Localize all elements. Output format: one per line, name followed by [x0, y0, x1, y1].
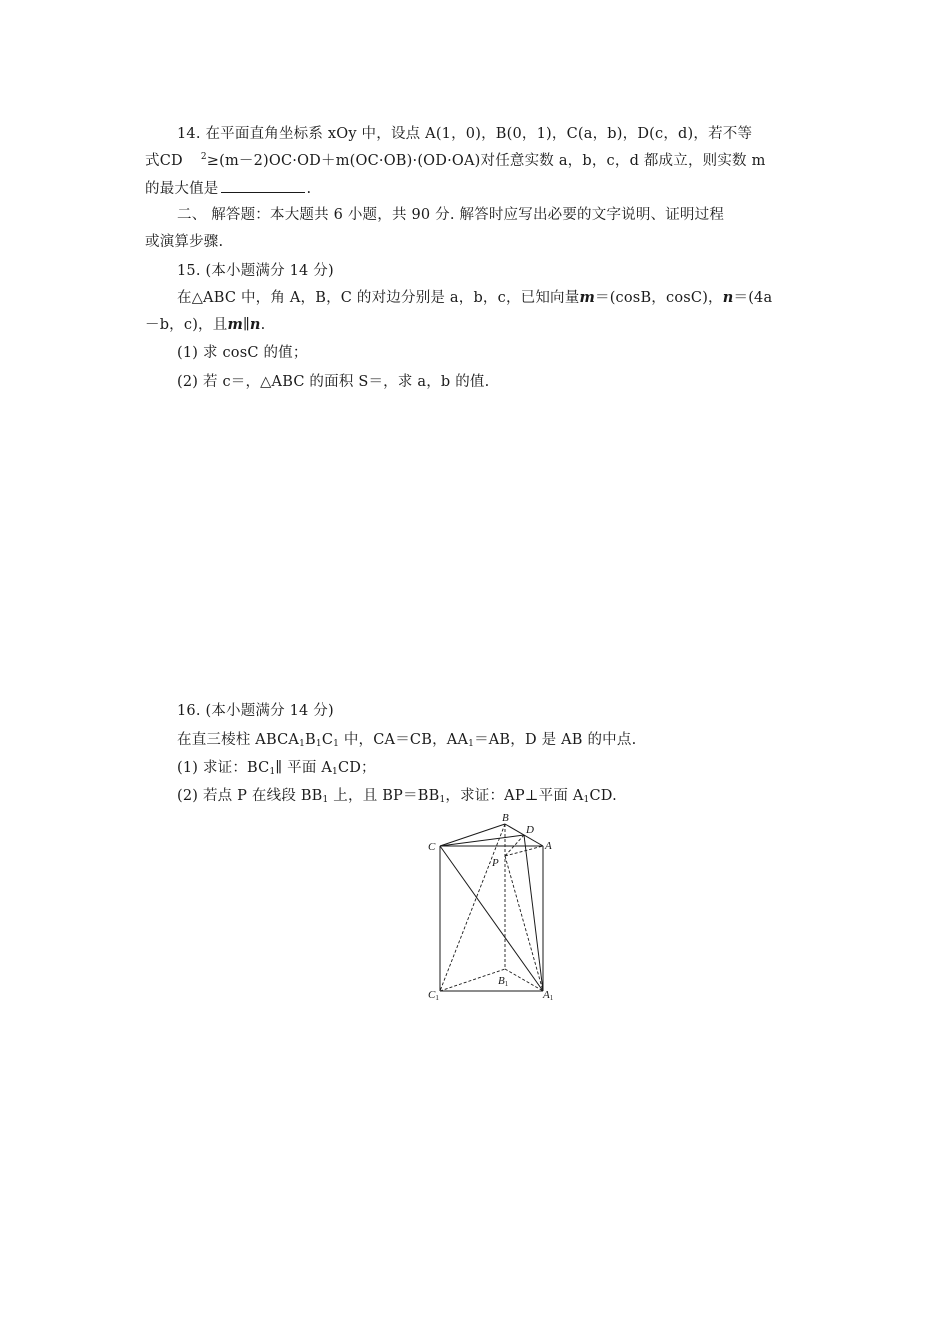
- section2-text-2: 或演算步骤.: [145, 234, 224, 250]
- q16-part-1a: (1) 求证：BC: [177, 760, 270, 776]
- q16-stem-e: ＝AB，D 是 AB 的中点.: [474, 732, 637, 748]
- edge-CB: [440, 824, 505, 846]
- q14-text-2b: ≥(m－2)OC·OD＋m(OC·OB)·(OD·OA)对任意实数 a，b，c，d 都成立，则实数 m: [206, 153, 766, 169]
- q16-stem-c: C: [321, 732, 334, 748]
- q15-header: [177, 261, 334, 281]
- label-C: C: [428, 841, 436, 853]
- q16-header-text: 16. (本小题满分 14 分): [177, 703, 334, 719]
- segment-PA1: [505, 856, 543, 991]
- section2-line-1: [177, 205, 724, 225]
- prism-figure: [420, 808, 570, 1003]
- q15-header-text: 15. (本小题满分 14 分): [177, 263, 334, 279]
- q16-part-2d: CD.: [589, 788, 617, 804]
- q14-line-2: [145, 151, 766, 171]
- q15-stem-2a: －b，c)，且: [145, 317, 228, 333]
- q16-part-2: [177, 786, 617, 806]
- q15-stem-2c: .: [260, 317, 266, 333]
- label-A1: A1: [543, 989, 554, 1002]
- q14-line-3: [145, 178, 311, 199]
- vector-n: n: [249, 316, 261, 333]
- vector-m: m: [579, 289, 595, 306]
- label-A: A: [545, 840, 552, 852]
- q15-stem-line-2: [145, 315, 265, 335]
- subscript: 1: [269, 767, 276, 777]
- q16-stem: [177, 730, 636, 750]
- subscript: 1: [333, 739, 340, 749]
- q16-part-1: [177, 758, 376, 778]
- q16-stem-d: 中，CA＝CB，AA: [339, 732, 469, 748]
- q15-part-2: [177, 372, 489, 392]
- q14-line-1: [177, 124, 752, 144]
- q16-stem-a: 在直三棱柱 ABCA: [177, 732, 300, 748]
- q15-part-1: [177, 343, 308, 363]
- edge-C1B1: [440, 969, 505, 991]
- section2-line-2: [145, 232, 223, 252]
- vector-m: m: [227, 316, 244, 333]
- q15-stem-1c: ＝(4a: [733, 290, 773, 306]
- label-P: P: [492, 857, 499, 869]
- q14-text-1: 14. 在平面直角坐标系 xOy 中，设点 A(1，0)，B(0，1)，C(a，b)，D(c，d)，若不等: [177, 126, 753, 142]
- segment-PA: [505, 846, 543, 856]
- subscript: 1: [322, 795, 329, 805]
- subscript: 1: [439, 795, 446, 805]
- q14-text-3b: .: [306, 181, 312, 197]
- q16-part-2a: (2) 若点 P 在线段 BB: [177, 788, 323, 804]
- label-C1: C1: [428, 989, 439, 1002]
- q15-stem-1b: ＝(cosB，cosC)，: [595, 290, 723, 306]
- label-B: B: [502, 812, 509, 824]
- subscript: 1: [332, 767, 338, 777]
- q16-part-1c: CD；: [337, 760, 376, 776]
- label-D: D: [526, 824, 534, 836]
- subscript: 1: [468, 739, 475, 749]
- q16-part-1b: ∥ 平面 A: [275, 760, 332, 776]
- q15-part-1-text: (1) 求 cosC 的值；: [177, 345, 308, 361]
- vector-n: n: [722, 289, 734, 306]
- subscript: 1: [583, 795, 590, 805]
- edge-CD: [440, 835, 524, 846]
- label-B1: B1: [498, 975, 509, 988]
- q15-stem-1a: 在△ABC 中，角 A，B，C 的对边分别是 a，b，c，已知向量: [177, 290, 580, 306]
- q15-part-2-text: (2) 若 c＝，△ABC 的面积 S＝，求 a，b 的值.: [177, 374, 490, 390]
- q14-text-2a: 式CD: [145, 153, 183, 169]
- section2-text-1: 二、 解答题：本大题共 6 小题，共 90 分. 解答时应写出必要的文字说明、证明过程: [177, 207, 725, 223]
- q16-stem-b: B: [305, 732, 316, 748]
- subscript: 1: [299, 739, 306, 749]
- q16-part-2c: ，求证：AP⊥平面 A: [445, 788, 584, 804]
- answer-blank: [221, 178, 305, 193]
- q14-superscript: 2: [200, 152, 207, 162]
- segment-BC1: [440, 824, 505, 991]
- q16-part-2b: 上，且 BP＝BB: [328, 788, 440, 804]
- q15-stem-line-1: [177, 288, 772, 308]
- q14-text-3a: 的最大值是: [145, 181, 219, 197]
- q16-header: [177, 701, 334, 721]
- q15-stem-2b: ∥: [243, 317, 250, 333]
- subscript: 1: [315, 739, 322, 749]
